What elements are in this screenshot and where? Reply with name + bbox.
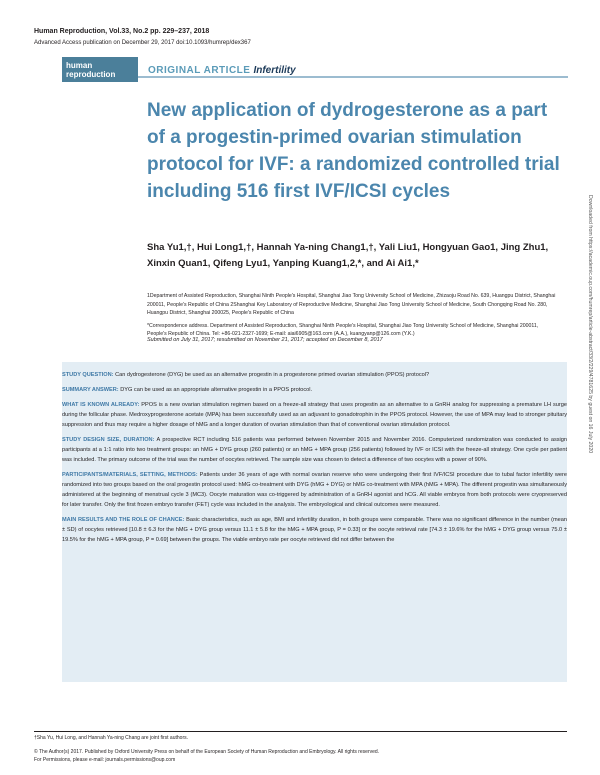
abstract-label: PARTICIPANTS/MATERIALS, SETTING, METHODS: [62, 472, 198, 478]
header-rule [138, 76, 568, 78]
abstract-box [62, 362, 567, 682]
permissions: For Permissions, please e-mail: journals.permissions@oup.com [34, 756, 176, 763]
abstract-label: STUDY DESIGN SIZE, DURATION: [62, 437, 155, 443]
logo-line-2: reproduction [66, 70, 116, 79]
abstract-label: STUDY QUESTION: [62, 372, 114, 378]
affiliations: 1Department of Assisted Reproduction, Shanghai Ninth People's Hospital, Shanghai Jiao Tong University School of Medicine, Zhizaoju Road No. 639, Huangpu District, Shanghai 200011, People's Republic of China 2Shanghai Key Laboratory of Reproductive Medicine, Shanghai Jiao Tong University School of Medicine, South Chongqing Road No. 280, Huangpu District, Shanghai 200025, People's Republic of China [147, 293, 556, 316]
article-title: New application of dydrogesterone as a part of a progestin-primed ovarian stimulation protocol for IVF: a randomized controlled trial including 516 first IVF/ICSI cycles [147, 100, 560, 202]
logo-line-1: human [66, 61, 93, 70]
copyright: © The Author(s) 2017. Published by Oxford University Press on behalf of the European Society of Human Reproduction and Embryology. All rights reserved. [34, 749, 380, 755]
abstract-section [62, 400, 567, 430]
footnote-rule [34, 731, 567, 732]
footnote: †Sha Yu, Hui Long, and Hannah Ya-ning Chang are joint first authors. [34, 735, 188, 741]
affiliations-block [147, 292, 557, 339]
journal-logo [62, 57, 138, 82]
abstract-text: PPOS is a new ovarian stimulation regimen based on a freeze-all strategy that uses progestin as an alternative to a GnRH analog for suppressing a premature LH surge during the follicular phase. Medroxyprogesterone acetate (MPA) has been successfully used as an adjuvant to gonadotrophin in the PPOS protocol. However, the use of MPA may lead to stronger pituitary suppression and thus may require a higher dosage of hMG and a longer duration of ovarian stimulation than that of conventional ovarian stimulation protocol. [62, 402, 567, 428]
abstract-section [62, 385, 567, 395]
abstract-text: A prospective RCT including 516 patients was performed between November 2015 and November 2016. Computerized randomization was conducted to assign participants at a 1:1 ratio into two treatment groups: an hMG + DYG group (260 patients) or an hMG + MPA group (256 patients) followed by IVF or ICSI with the freeze-all strategy. One cycle per patient was included. The primary outcome of the trial was the number of oocytes retrieved. The sample size was chosen to detect a difference of two oocytes with a power of 90%. [62, 437, 567, 463]
abstract-text: Patients under 36 years of age with normal ovarian reserve who were undergoing their first IVF/ICSI procedure due to tubal factor infertility were randomized into two groups based on the oral progestin protocol used: hMG co-treatment with DYG (hMG + DYG) or hMG co-treatment with MPA (hMG + MPA). The different progestin was simultaneously administered at the beginning of menstrual cycle 3 (MC3). Oocyte maturation was co-triggered by administration of a GnRH agonist and hCG. All viable embryos from both protocols were cryopreserved for later transfer. Only the first frozen embryo transfer (FET) cycle was included in the analysis. The embryological and clinical outcomes were measured. [62, 472, 567, 508]
access-doi-line: Advanced Access publication on December 29, 2017 doi:10.1093/humrep/dex367 [34, 40, 251, 46]
submission-dates: Submitted on July 31, 2017; resubmitted on November 21, 2017; accepted on December 8, 2017 [147, 337, 383, 343]
abstract-section [62, 435, 567, 465]
author-list: Sha Yu1,†, Hui Long1,†, Hannah Ya-ning Chang1,†, Yali Liu1, Hongyuan Gao1, Jing Zhu1, Xinxin Quan1, Qifeng Lyu1, Yanping Kuang1,2,*, and Ai Ai1,* [147, 242, 549, 269]
abstract-label: WHAT IS KNOWN ALREADY: [62, 402, 140, 408]
download-watermark: Downloaded from https://academic.oup.com/humrep/article-abstract/33/2/229/4781625 by guest on 16 July 2020 [587, 195, 593, 454]
article-subject: Infertility [253, 65, 296, 76]
abstract-section [62, 370, 567, 380]
abstract-text: Basic characteristics, such as age, BMI and infertility duration, in both groups were comparable. There was no significant difference in the number (mean ± SD) of oocytes retrieved [10.8 ± 6.3 for the hMG + DYG group versus 11.1 ± 5.8 for the hMG + MPA group, P = 0.33] or the oocyte retrieval rate [74.3 ± 19.6% for the hMG + DYG group versus 75.0 ± 19.5% for the hMG + MPA group, P = 0.69] between the groups. The viable embryo rate per oocyte retrieved did not differ between the [62, 517, 567, 543]
abstract-section [62, 515, 567, 545]
article-type [148, 65, 296, 76]
copyright-block [34, 749, 379, 764]
abstract-text: DYG can be used as an appropriate alternative progestin in a PPOS protocol. [120, 387, 313, 393]
abstract-text: Can dydrogesterone (DYG) be used as an alternative progestin in a progesterone primed ovarian stimulation (PPOS) protocol? [115, 372, 430, 378]
abstract-label: MAIN RESULTS AND THE ROLE OF CHANCE: [62, 517, 185, 523]
abstract-section [62, 470, 567, 510]
abstract-label: SUMMARY ANSWER: [62, 387, 119, 393]
correspondence: *Correspondence address. Department of Assisted Reproduction, Shanghai Ninth People's Hospital, Shanghai Jiao Tong University School of Medicine, Shanghai 200011, People's Republic of China. Tel: +86-021-2327-1699; E-mail: aiai6905@163.com (A.A.), kuangyanp@126.com (Y.K.) [147, 322, 539, 337]
journal-citation: Human Reproduction, Vol.33, No.2 pp. 229–237, 2018 [34, 28, 210, 35]
article-type-label: ORIGINAL ARTICLE [148, 65, 251, 76]
